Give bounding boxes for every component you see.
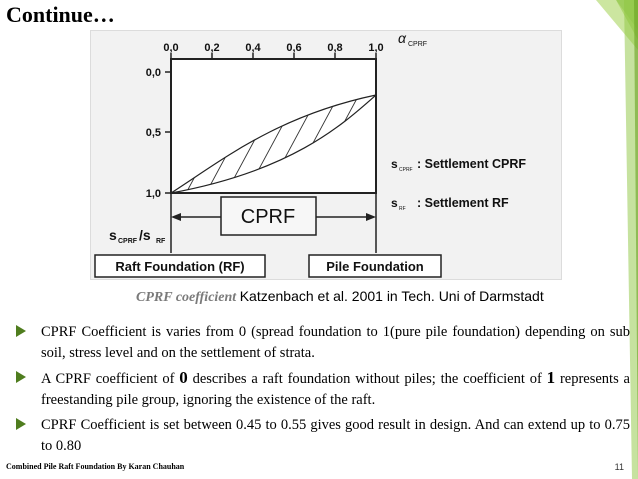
bullet-item-3 — [14, 415, 630, 456]
slide-title: Continue… — [6, 2, 115, 27]
top-tick-0: 0,0 — [163, 42, 179, 54]
ratio-sub2: RF — [156, 238, 166, 245]
top-tick-3: 0,6 — [286, 42, 302, 54]
left-tick-0: 0,0 — [145, 67, 161, 79]
legend-2-symbol: s — [391, 196, 398, 210]
footer-author: Combined Pile Raft Foundation By Karan Chauhan — [6, 462, 185, 471]
alpha-label: α — [398, 31, 406, 46]
left-tick-2: 1,0 — [145, 188, 161, 200]
bullet-arrow-icon — [16, 325, 26, 337]
top-axis — [163, 42, 383, 59]
bullet-arrow-icon — [16, 418, 26, 430]
raft-foundation-box: Raft Foundation (RF) — [115, 259, 245, 274]
left-tick-1: 0,5 — [145, 127, 161, 139]
bullet-item-1 — [14, 322, 630, 363]
legend-1-subscript: CPRF — [399, 167, 413, 173]
top-tick-1: 0,2 — [204, 42, 220, 54]
figure-caption — [136, 288, 544, 306]
legend-2-text: : Settlement RF — [417, 196, 509, 210]
bullet-3-text: CPRF Coefficient is set between 0.45 to 0.55 gives good result in design. And can extend up to 0.75 to 0.80 — [41, 417, 630, 454]
top-tick-2: 0,4 — [245, 42, 261, 54]
bullet-2-text-c: represents a freestanding pile group, ignoring the existence of the raft. — [41, 371, 630, 408]
pile-foundation-box: Pile Foundation — [326, 259, 424, 274]
ratio-sub1: CPRF — [118, 238, 138, 245]
caption-reference: Katzenbach et al. 2001 in Tech. Uni of Darmstadt — [239, 288, 544, 304]
bullet-2-bold-1: 1 — [546, 368, 556, 387]
legend-1-text: : Settlement CPRF — [417, 157, 527, 171]
legend-2-subscript: RF — [399, 206, 406, 212]
bullet-2-text-b: describes a raft foundation without piles; the coefficient of — [187, 371, 547, 387]
cprf-box-label: CPRF — [240, 206, 296, 228]
caption-italic: CPRF coefficient — [136, 290, 237, 305]
bullet-list — [14, 322, 630, 461]
ratio-s1: s — [109, 227, 117, 243]
top-tick-4: 0,8 — [327, 42, 343, 54]
bullet-2-bold-0: 0 — [179, 368, 188, 387]
cprf-diagram — [90, 30, 562, 280]
bullet-arrow-icon — [16, 371, 26, 383]
bullet-2-text-a: A CPRF coefficient of — [41, 371, 180, 387]
ratio-slash: /s — [139, 227, 151, 243]
bullet-item-2 — [14, 368, 630, 410]
top-tick-5: 1,0 — [368, 42, 384, 54]
legend-1-symbol: s — [391, 157, 398, 171]
bullet-1-text: CPRF Coefficient is varies from 0 (spread foundation to 1(pure pile foundation) depending on sub soil, stress level and on the settlement of strata. — [41, 324, 630, 361]
left-axis — [146, 67, 171, 200]
page-number: 11 — [614, 462, 624, 472]
alpha-subscript: CPRF — [408, 41, 428, 48]
